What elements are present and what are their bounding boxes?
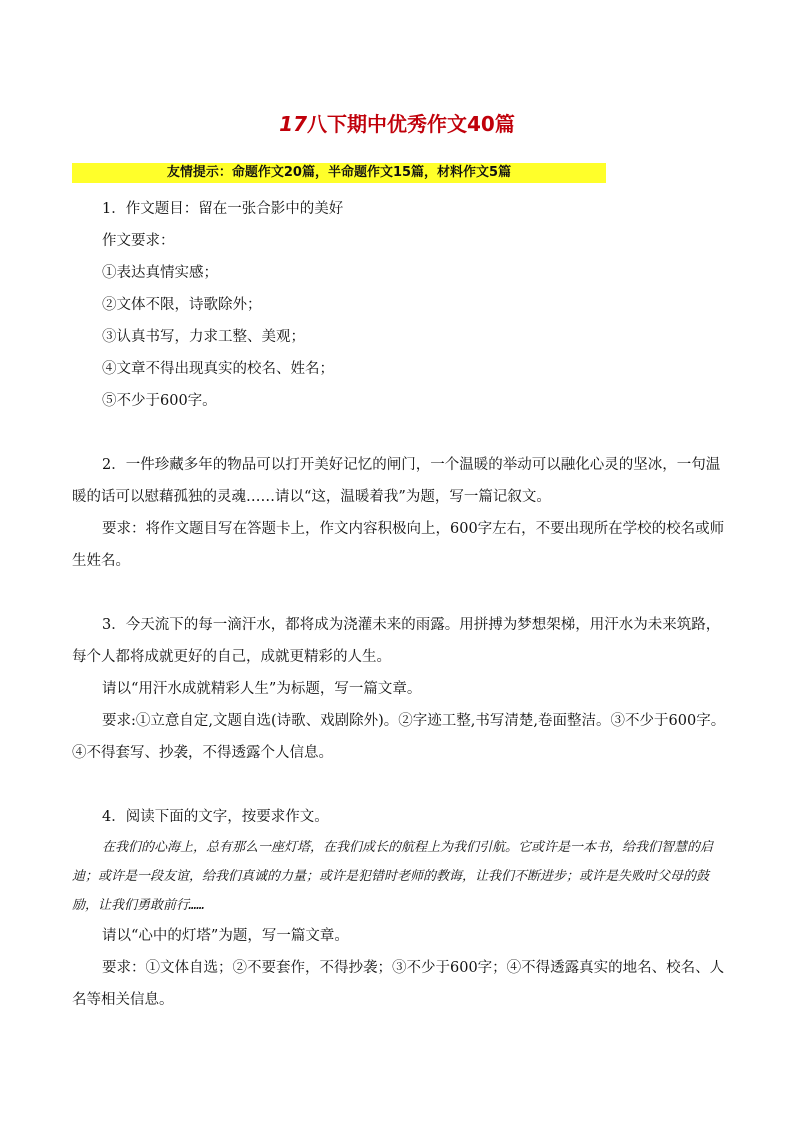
question-3 (72, 609, 726, 769)
requirement-item: ②文体不限，诗歌除外； (102, 297, 262, 313)
question-3-instruction: 请以“用汗水成就精彩人生”为标题，写一篇文章。 (102, 681, 422, 697)
question-1-topic: 1．作文题目：留在一张合影中的美好 (102, 201, 344, 217)
page-title (0, 110, 794, 138)
title-text: 八下期中优秀作文40篇 (307, 112, 515, 136)
question-4 (72, 801, 726, 1016)
document-body (72, 193, 726, 1016)
title-number: 17 (279, 112, 307, 136)
requirement-item: ③认真书写，力求工整、美观； (102, 329, 305, 345)
requirement-item: ①表达真情实感； (102, 265, 218, 281)
question-4-instruction: 请以“心中的灯塔”为题，写一篇文章。 (102, 928, 349, 944)
question-1-requirement-title: 作文要求： (102, 233, 175, 249)
question-2-requirement: 要求：将作文题目写在答题卡上，作文内容积极向上，600字左右，不要出现所在学校的校名或师生姓名。 (72, 521, 725, 569)
friendly-tip-banner: 友情提示：命题作文20篇，半命题作文15篇，材料作文5篇 (72, 163, 606, 183)
question-4-requirement: 要求：①文体自选；②不要套作，不得抄袭；③不少于600字；④不得透露真实的地名、校名、人名等相关信息。 (72, 960, 725, 1008)
question-4-prompt: 4．阅读下面的文字，按要求作文。 (102, 809, 329, 825)
requirement-item: ⑤不少于600字。 (102, 393, 217, 409)
question-2-prompt: 2．一件珍藏多年的物品可以打开美好记忆的闸门，一个温暖的举动可以融化心灵的坚冰，一句温暖的话可以慰藉孤独的灵魂……请以“这，温暖着我”为题，写一篇记叙文。 (72, 457, 721, 505)
question-2 (72, 449, 726, 577)
question-4-material: 在我们的心海上，总有那么一座灯塔，在我们成长的航程上为我们引航。它或许是一本书，给我们智慧的启迪；或许是一段友谊，给我们真诚的力量；或许是犯错时老师的教诲，让我们不断进步；或许是失败时父母的鼓励，让我们勇敢前行…… (72, 840, 714, 913)
question-3-prompt: 3．今天流下的每一滴汗水，都将成为浇灌未来的雨露。用拼搏为梦想架梯，用汗水为未来筑路，每个人都将成就更好的自己，成就更精彩的人生。 (72, 617, 721, 665)
question-3-requirement: 要求:①立意自定,文题自选(诗歌、戏剧除外)。②字迹工整,书写清楚,卷面整洁。③不少于600字。④不得套写、抄袭，不得透露个人信息。 (72, 713, 726, 761)
question-1 (72, 193, 726, 417)
requirement-item: ④文章不得出现真实的校名、姓名； (102, 361, 334, 377)
